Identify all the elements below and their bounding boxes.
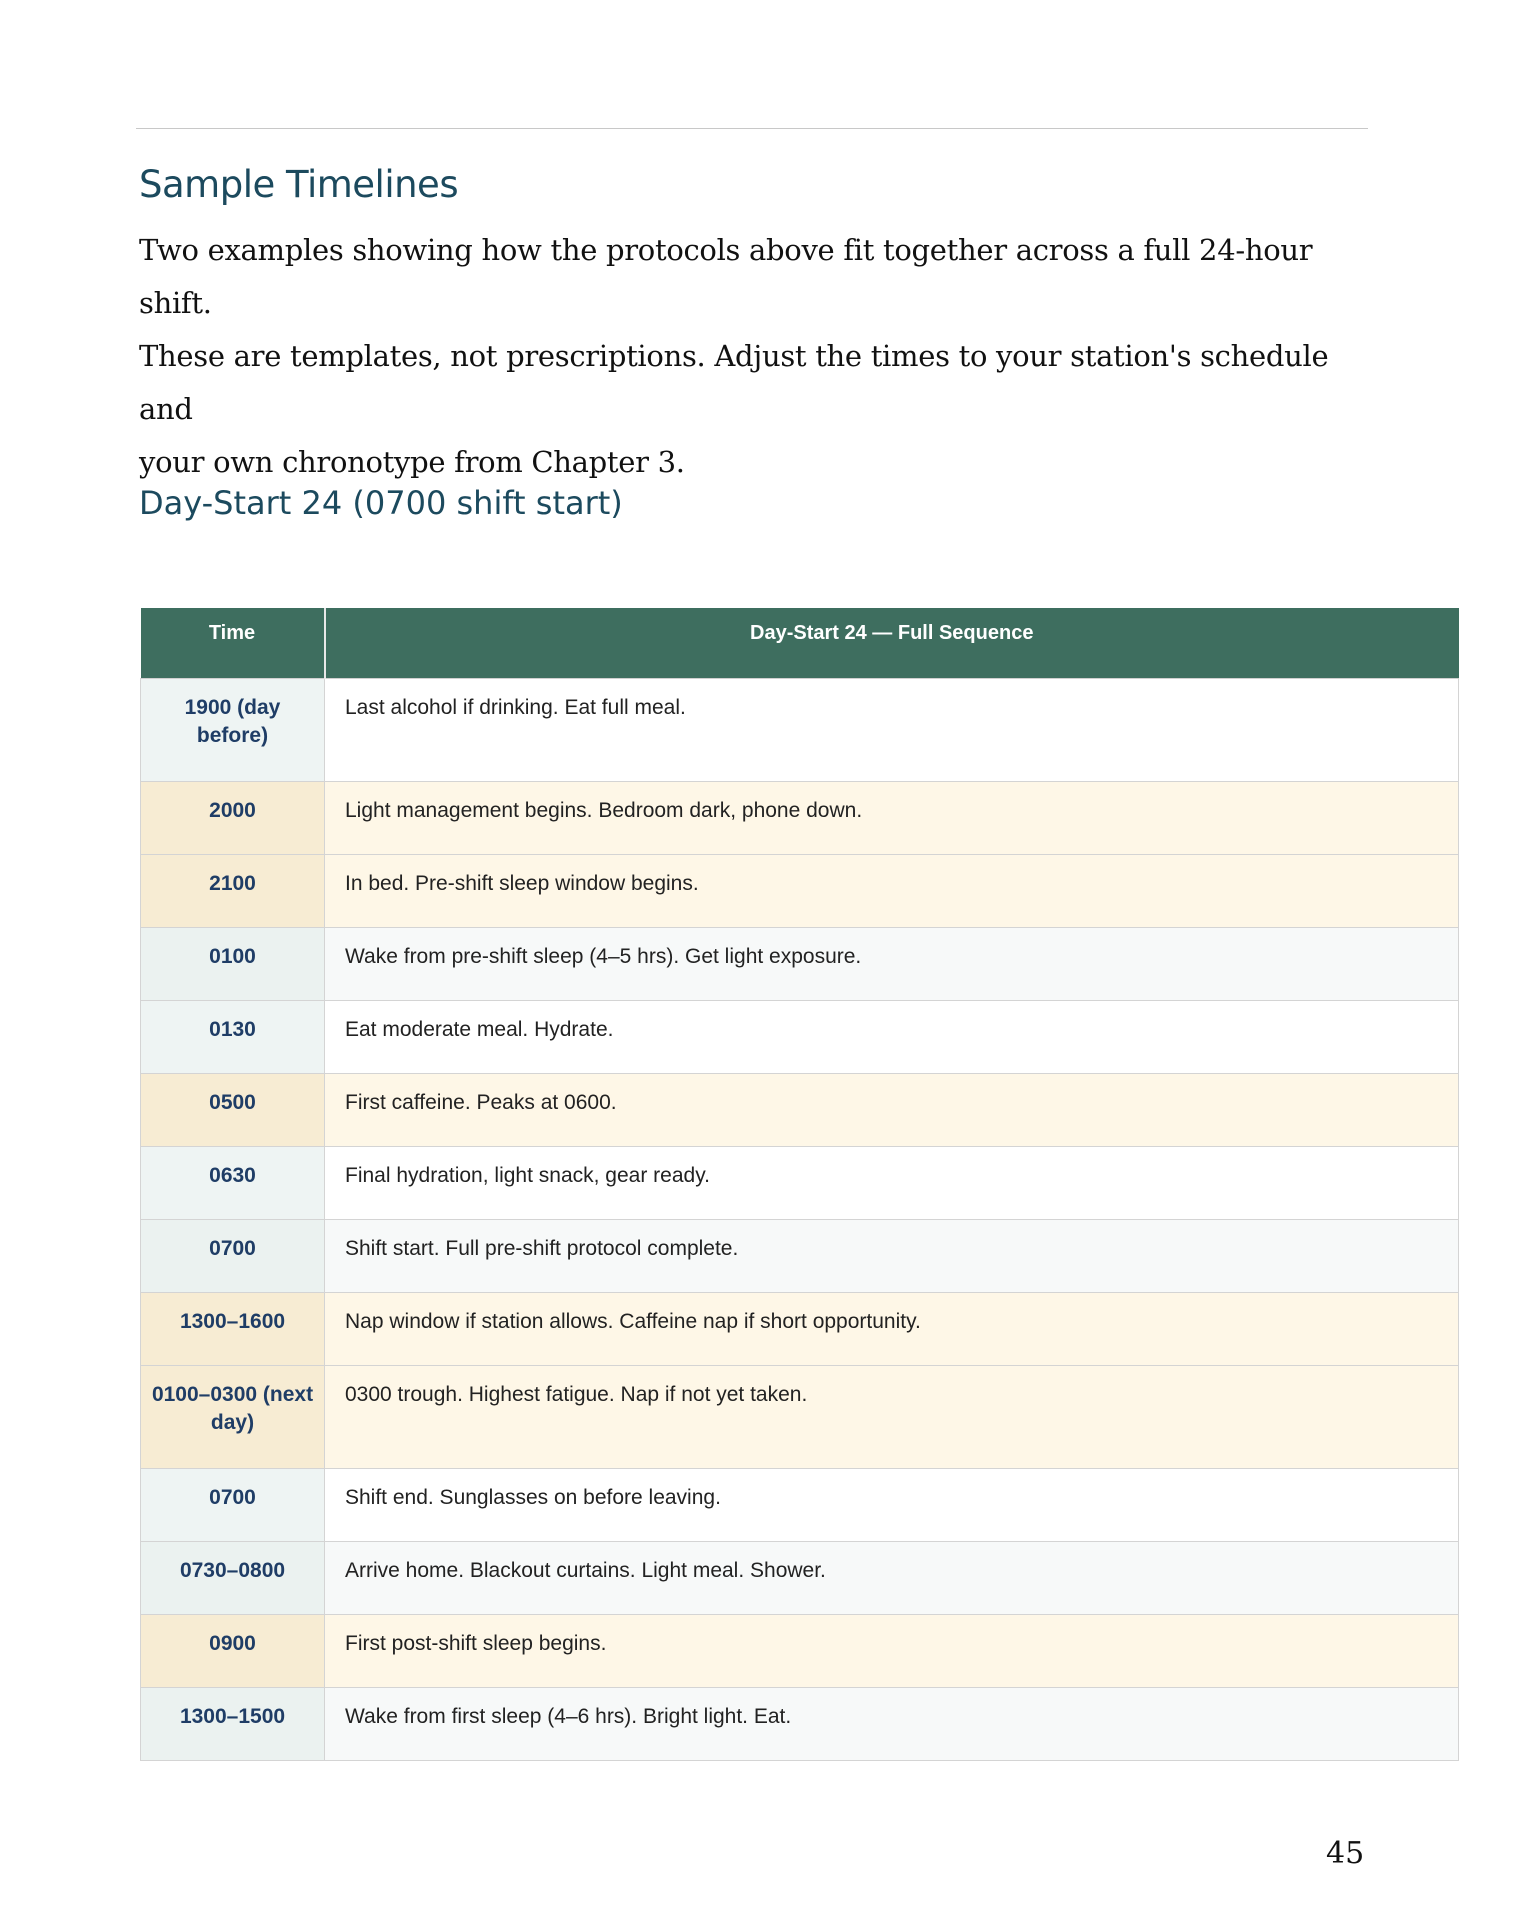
table-row — [141, 927, 1459, 1000]
row-description: Light management begins. Bedroom dark, phone down. — [325, 781, 1459, 854]
row-description: In bed. Pre-shift sleep window begins. — [325, 854, 1459, 927]
subsection-title: Day-Start 24 (0700 shift start) — [139, 484, 623, 522]
row-description: First post-shift sleep begins. — [325, 1614, 1459, 1687]
row-description: Wake from first sleep (4–6 hrs). Bright light. Eat. — [325, 1687, 1459, 1760]
row-time: 0700 — [141, 1468, 325, 1541]
row-time: 0630 — [141, 1146, 325, 1219]
row-time: 0730–0800 — [141, 1541, 325, 1614]
row-description: Nap window if station allows. Caffeine nap if short opportunity. — [325, 1292, 1459, 1365]
row-description: Shift start. Full pre-shift protocol complete. — [325, 1219, 1459, 1292]
table-row — [141, 781, 1459, 854]
table-row — [141, 1219, 1459, 1292]
row-time: 1300–1500 — [141, 1687, 325, 1760]
table-row — [141, 1468, 1459, 1541]
row-time: 0500 — [141, 1073, 325, 1146]
intro-line: your own chronotype from Chapter 3. — [139, 445, 685, 479]
row-time: 1900 (day before) — [141, 678, 325, 781]
row-description: Last alcohol if drinking. Eat full meal. — [325, 678, 1459, 781]
timeline-body — [141, 678, 1459, 1760]
table-row — [141, 1687, 1459, 1760]
row-time: 0700 — [141, 1219, 325, 1292]
section-title: Sample Timelines — [139, 163, 459, 206]
table-row — [141, 1292, 1459, 1365]
row-time: 0130 — [141, 1000, 325, 1073]
table-row — [141, 1614, 1459, 1687]
row-time: 2000 — [141, 781, 325, 854]
top-divider — [136, 128, 1368, 129]
row-description: 0300 trough. Highest fatigue. Nap if not yet taken. — [325, 1365, 1459, 1468]
header-sequence: Day-Start 24 — Full Sequence — [325, 608, 1459, 678]
row-time: 0100–0300 (next day) — [141, 1365, 325, 1468]
table-row — [141, 678, 1459, 781]
table-row — [141, 1541, 1459, 1614]
table-row — [141, 1000, 1459, 1073]
row-description: First caffeine. Peaks at 0600. — [325, 1073, 1459, 1146]
intro-line: These are templates, not prescriptions. Adjust the times to your station's schedule and — [139, 339, 1329, 426]
table-header-row — [141, 608, 1459, 678]
page-number: 45 — [1326, 1836, 1365, 1871]
table-row — [141, 1365, 1459, 1468]
row-description: Final hydration, light snack, gear ready. — [325, 1146, 1459, 1219]
row-description: Eat moderate meal. Hydrate. — [325, 1000, 1459, 1073]
timeline-table — [140, 608, 1459, 1761]
header-time: Time — [141, 608, 325, 678]
row-time: 0100 — [141, 927, 325, 1000]
table-row — [141, 854, 1459, 927]
row-description: Arrive home. Blackout curtains. Light meal. Shower. — [325, 1541, 1459, 1614]
intro-paragraph — [139, 224, 1379, 489]
row-time: 0900 — [141, 1614, 325, 1687]
row-time: 1300–1600 — [141, 1292, 325, 1365]
table-row — [141, 1073, 1459, 1146]
row-time: 2100 — [141, 854, 325, 927]
row-description: Wake from pre-shift sleep (4–5 hrs). Get light exposure. — [325, 927, 1459, 1000]
intro-line: Two examples showing how the protocols above fit together across a full 24-hour shift. — [139, 233, 1313, 320]
table-row — [141, 1146, 1459, 1219]
row-description: Shift end. Sunglasses on before leaving. — [325, 1468, 1459, 1541]
